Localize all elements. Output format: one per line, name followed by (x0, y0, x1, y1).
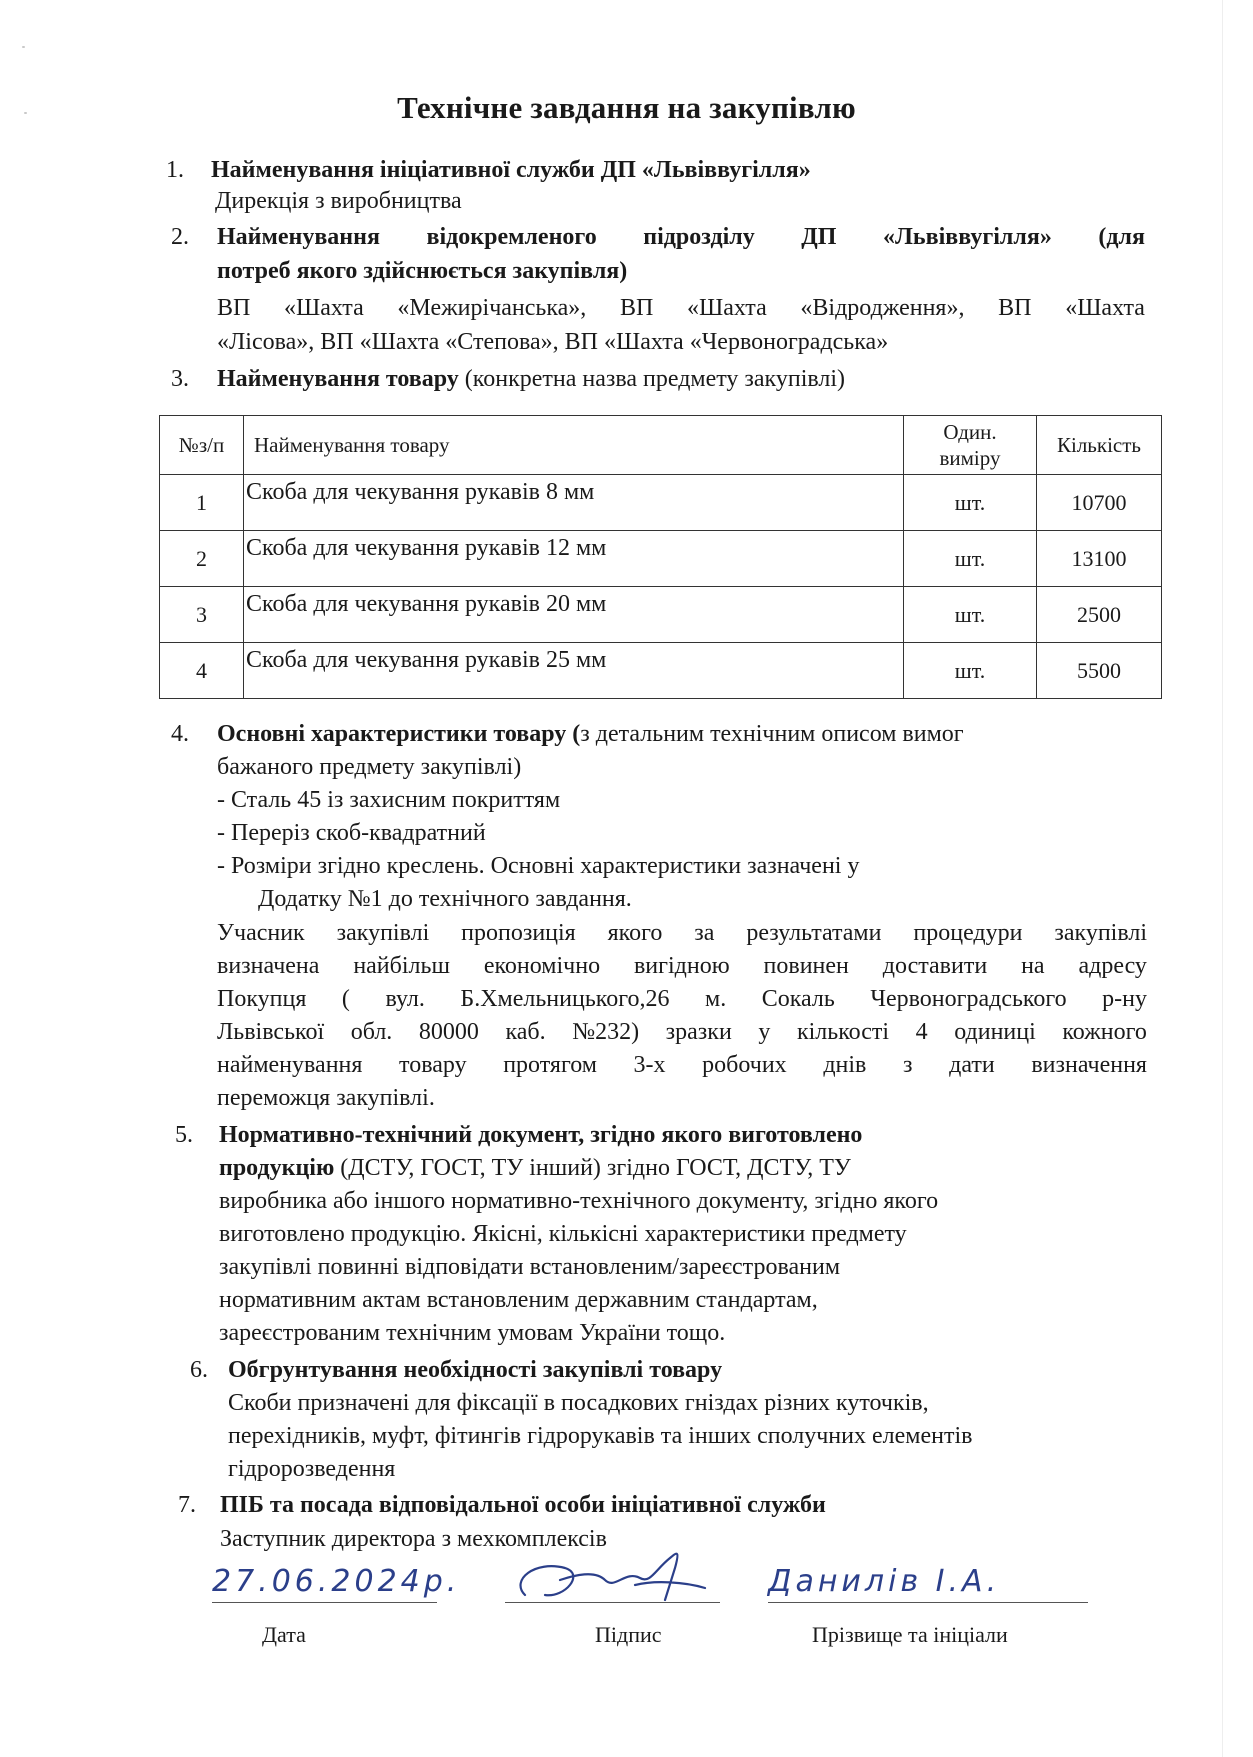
header-index: №з/п (160, 416, 244, 475)
surname-underline (768, 1602, 1088, 1603)
section-1-number: 1. (166, 157, 184, 183)
bullet-item: - Переріз скоб-квадратний (217, 820, 486, 846)
row-unit: шт. (904, 475, 1037, 531)
section-6-text: гідророзведення (228, 1456, 396, 1482)
header-name: Найменування товару (244, 416, 904, 475)
bullet-item: - Розміри згідно креслень. Основні характеристики зазначені у (217, 853, 860, 879)
section-1-text: Дирекція з виробництва (215, 188, 462, 214)
section-5-heading: Нормативно-технічний документ, згідно якого виготовлено (219, 1122, 863, 1148)
section-4-paragraph-line: Львівської обл. 80000 каб. №232) зразки у кількості 4 одиниці кожного (217, 1019, 1147, 1045)
handwritten-date: 27.06.2024р. (212, 1564, 461, 1599)
section-7-text: Заступник директора з мехкомплексів (220, 1526, 607, 1552)
section-2-text-cont: «Лісова», ВП «Шахта «Степова», ВП «Шахта «Червоноградська» (217, 329, 889, 355)
section-4-paragraph-line: Покупця ( вул. Б.Хмельницького,26 м. Сокаль Червоноградського р-ну (217, 986, 1147, 1012)
row-name: Скоба для чекування рукавів 12 мм (244, 531, 904, 587)
section-7-heading: ПІБ та посада відповідальної особи ініціативної служби (220, 1492, 826, 1518)
section-4-paragraph-line: найменування товару протягом 3-х робочих днів з дати визначення (217, 1052, 1147, 1078)
section-2-heading: Найменування відокремленого підрозділу ДП «Львіввугілля» (для (217, 224, 1145, 250)
bullet-item-cont: Додатку №1 до технічного завдання. (258, 886, 632, 912)
section-4-paragraph-line: визначена найбільш економічно вигідною повинен доставити на адресу (217, 953, 1147, 979)
caption-signature: Підпис (595, 1622, 662, 1647)
section-5-text: зареєстрованим технічним умовам України тощо. (219, 1320, 726, 1346)
section-3-heading-line: Найменування товару (конкретна назва предмету закупівлі) (217, 366, 846, 392)
section-6-text: перехідників, муфт, фітингів гідрорукавів та інших сполучних елементів (228, 1423, 973, 1449)
section-4-paragraph-end: переможця закупівлі. (217, 1085, 435, 1111)
section-6-heading: Обгрунтування необхідності закупівлі товару (228, 1357, 723, 1383)
section-5-text: виготовлено продукцію. Якісні, кількісні характеристики предмету (219, 1221, 907, 1247)
scan-speck (22, 46, 25, 48)
caption-date: Дата (262, 1622, 306, 1647)
row-quantity: 2500 (1037, 587, 1162, 643)
row-quantity: 10700 (1037, 475, 1162, 531)
row-unit: шт. (904, 643, 1037, 699)
signature-underline (505, 1602, 720, 1603)
section-2-text: ВП «Шахта «Межирічанська», ВП «Шахта «Відродження», ВП «Шахта (217, 295, 1145, 321)
section-4-heading-cont: бажаного предмету закупівлі) (217, 754, 522, 780)
section-5-text: виробника або іншого нормативно-технічного документу, згідно якого (219, 1188, 939, 1214)
section-5-text: нормативним актам встановленим державним стандартам, (219, 1287, 818, 1313)
table-row (160, 643, 1162, 699)
section-4-number: 4. (171, 721, 189, 747)
section-1-heading: Найменування ініціативної служби ДП «Львіввугілля» (211, 157, 811, 183)
row-name: Скоба для чекування рукавів 25 мм (244, 643, 904, 699)
header-unit: Один. виміру (904, 416, 1037, 475)
row-name: Скоба для чекування рукавів 20 мм (244, 587, 904, 643)
goods-table (159, 415, 1162, 699)
table-row (160, 531, 1162, 587)
date-underline (212, 1602, 437, 1603)
section-4-paragraph-line: Учасник закупівлі пропозиція якого за результатами процедури закупівлі (217, 920, 1147, 946)
row-unit: шт. (904, 587, 1037, 643)
table-row (160, 475, 1162, 531)
section-3-number: 3. (171, 366, 189, 392)
scan-edge (1222, 0, 1223, 1757)
section-4-heading-line: Основні характеристики товару (з детальним технічним описом вимог (217, 721, 964, 747)
section-6-number: 6. (190, 1357, 208, 1383)
section-5-number: 5. (175, 1122, 193, 1148)
handwritten-signature (505, 1540, 720, 1615)
row-unit: шт. (904, 531, 1037, 587)
row-index: 4 (160, 643, 244, 699)
signature-block (0, 1540, 1253, 1680)
section-7-number: 7. (178, 1492, 196, 1518)
row-quantity: 5500 (1037, 643, 1162, 699)
handwritten-surname: Данилів І.А. (768, 1564, 1001, 1599)
header-quantity: Кількість (1037, 416, 1162, 475)
row-name: Скоба для чекування рукавів 8 мм (244, 475, 904, 531)
row-index: 3 (160, 587, 244, 643)
section-5-heading-cont: продукцію (ДСТУ, ГОСТ, ТУ інший) згідно ГОСТ, ДСТУ, ТУ (219, 1155, 851, 1181)
caption-name: Прізвище та ініціали (812, 1622, 1008, 1647)
table-header-row (160, 416, 1162, 475)
section-2-heading-cont: потреб якого здійснюється закупівля) (217, 258, 628, 284)
row-index: 1 (160, 475, 244, 531)
row-quantity: 13100 (1037, 531, 1162, 587)
row-index: 2 (160, 531, 244, 587)
section-2-number: 2. (171, 224, 189, 250)
section-5-text: закупівлі повинні відповідати встановленим/зареєстрованим (219, 1254, 840, 1280)
bullet-item: - Сталь 45 із захисним покриттям (217, 787, 561, 813)
section-6-text: Скоби призначені для фіксації в посадкових гніздах різних куточків, (228, 1390, 929, 1416)
table-row (160, 587, 1162, 643)
document-title: Технічне завдання на закупівлю (397, 90, 856, 125)
